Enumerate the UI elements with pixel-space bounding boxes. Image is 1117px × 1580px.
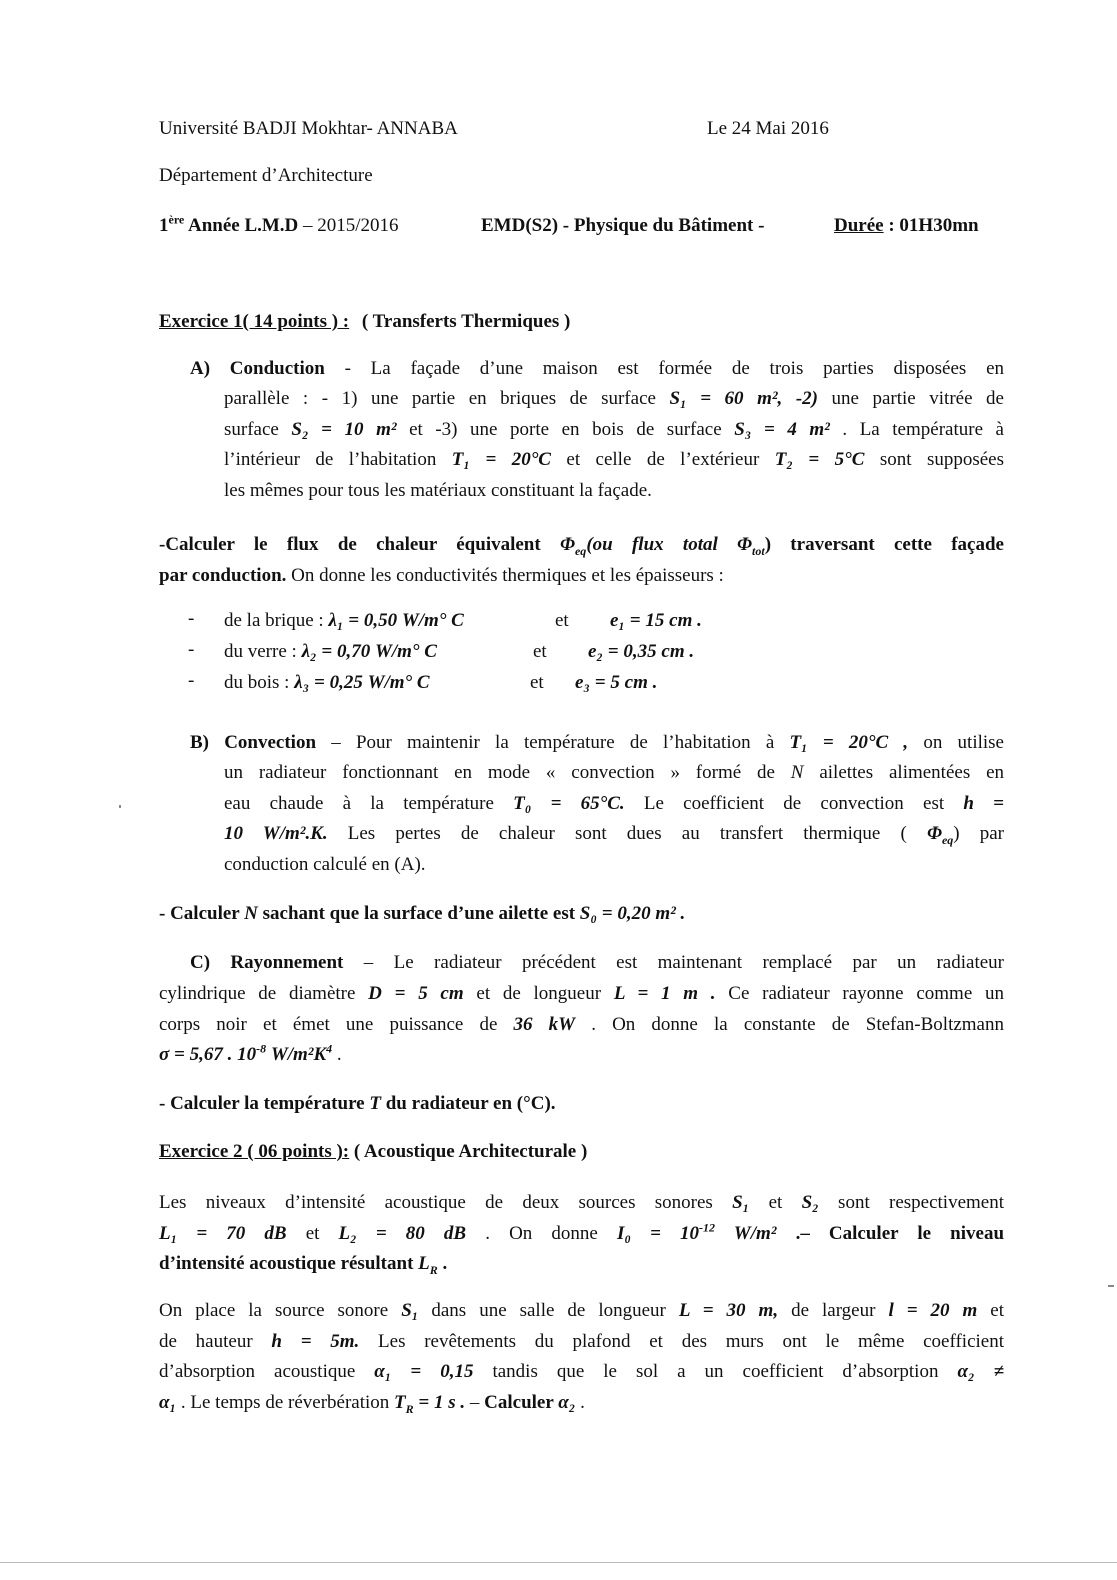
ex2-paragraph-1 <box>159 1188 1004 1280</box>
p1-l2b: et <box>286 1222 339 1244</box>
p2-l3d: α₂ ≠ <box>957 1361 1005 1382</box>
ex1-subtitle: ( Transferts Thermiques ) <box>361 311 571 332</box>
b-l2b: N <box>790 762 804 783</box>
c-l4a: σ = 5,67 . 10 <box>159 1044 257 1065</box>
q1-d: ) traversant cette façade <box>764 534 1004 555</box>
b-l4c: Φ <box>926 823 942 844</box>
mat0-e: e₁ = 15 cm . <box>610 610 702 631</box>
material-glass <box>224 637 437 667</box>
p2-l1c: dans une salle de longueur <box>418 1300 679 1321</box>
p2-l1f: l = 20 m <box>888 1300 978 1321</box>
mat0-et: et <box>555 610 569 631</box>
c-l4-sup2: 4 <box>326 1041 333 1056</box>
a-l4b: T₁ = 20°C <box>451 449 551 470</box>
a-l4a: l’intérieur de l’habitation <box>224 449 452 470</box>
section-b-label: B) Convection <box>190 732 317 753</box>
c-l1: – Le radiateur précédent est maintenant remplacé par un radiateur <box>343 952 1004 973</box>
p1-l3-sub: R <box>429 1262 438 1277</box>
c-l2b: D = 5 cm <box>368 983 464 1004</box>
p2-l4d: = 1 s . <box>413 1391 466 1413</box>
q1-c-sub: tot <box>752 543 765 558</box>
p2-l1b: S₁ <box>401 1300 419 1321</box>
question-1 <box>159 530 1004 591</box>
b-l3b: T₀ = 65°C. <box>513 792 625 814</box>
b-l1b: T₁ = 20°C , <box>789 732 909 753</box>
section-a-label: A) Conduction <box>190 358 325 379</box>
section-c-body <box>159 979 1004 1071</box>
section-a-body <box>224 384 1004 506</box>
b-l4a: 10 W/m².K. <box>224 823 328 844</box>
mat2-label: du bois : <box>224 672 295 693</box>
c-l2d: L = 1 m . <box>613 983 716 1004</box>
mat1-lambda: λ₂ = 0,70 W/m° C <box>301 641 437 662</box>
p1-l1c: et <box>749 1192 802 1213</box>
ex2-title: Exercice 2 ( 06 points ): <box>159 1141 350 1162</box>
q2-a: - Calculer <box>159 903 245 924</box>
section-c-rayonnement <box>190 948 1004 979</box>
material-wood <box>224 668 430 698</box>
a-l3e: . La température à <box>829 418 1004 440</box>
q3-a: - Calculer la température <box>159 1093 370 1114</box>
c-l4b: W/m²K <box>266 1044 327 1065</box>
section-b-convection <box>190 728 1004 759</box>
b-l1a: – Pour maintenir la température de l’habitation à <box>316 732 790 753</box>
q1-a: -Calculer le flux de chaleur équivalent <box>159 534 560 555</box>
a-l3a: surface <box>224 418 292 440</box>
p1-l3b: L <box>418 1253 430 1274</box>
question-3 <box>159 1089 556 1119</box>
p2-l3b: α₁ = 0,15 <box>374 1361 474 1382</box>
p1-l2a: L₁ = 70 dB <box>159 1222 287 1244</box>
p2-l4b: . Le temps de réverbération <box>176 1391 395 1413</box>
a-l2a: parallèle : - 1) une partie en briques de surface <box>224 388 670 409</box>
p2-l4e: – <box>465 1391 485 1413</box>
b-l1c: on utilise <box>908 732 1004 753</box>
p2-l1d: L = 30 m, <box>678 1300 779 1321</box>
scan-edge-line <box>0 1562 1117 1563</box>
p2-l2c: Les revêtements du plafond et des murs ont le même coefficient <box>359 1330 1004 1352</box>
ex2-subtitle: ( Acoustique Architecturale ) <box>349 1141 588 1162</box>
ex2-paragraph-2 <box>159 1296 1004 1418</box>
c-l3b: 36 kW <box>513 1013 576 1035</box>
q1-b: Φ <box>559 534 575 555</box>
p1-l1d: S₂ <box>801 1192 819 1213</box>
q2-d: S₀ = 0,20 m² . <box>579 903 686 924</box>
b-l3c: Le coefficient de convection est <box>624 792 964 814</box>
year-sup: ère <box>168 212 185 227</box>
material-brick <box>224 606 464 636</box>
bullet-dash: - <box>188 608 195 629</box>
c-l4c: . <box>332 1044 342 1065</box>
p1-l3a: d’intensité acoustique résultant <box>159 1253 419 1274</box>
year-num: 1 <box>159 215 169 236</box>
q1-e: par conduction. <box>159 564 287 586</box>
p1-l1e: sont respectivement <box>818 1192 1004 1213</box>
mat2-e: e₃ = 5 cm . <box>575 672 658 693</box>
p1-l2c: L₂ = 80 dB <box>338 1222 467 1244</box>
p2-l4a: α₁ <box>159 1391 177 1413</box>
c-l2a: cylindrique de diamètre <box>159 983 369 1004</box>
section-c-label: C) Rayonnement <box>190 952 344 973</box>
a-l4d: T₂ = 5°C <box>774 449 865 470</box>
ex2-heading <box>159 1137 587 1167</box>
a-l3c: et -3) une porte en bois de surface <box>396 418 735 440</box>
p2-l4f: Calculer <box>484 1391 559 1413</box>
a-l3d: S₃ = 4 m² <box>734 418 830 440</box>
p1-l2f: W/m² <box>715 1222 777 1244</box>
exam-title: EMD(S2) - Physique du Bâtiment - <box>481 215 765 236</box>
bullet-dash: - <box>188 670 195 691</box>
mat1-label: du verre : <box>224 641 302 662</box>
a-l5: les mêmes pour tous les matériaux constituant la façade. <box>224 479 652 501</box>
p2-l3c: tandis que le sol a un coefficient d’absorption <box>473 1361 958 1382</box>
scan-speck <box>1108 1285 1114 1287</box>
a-l2b: S₁ = 60 m², -2) <box>669 388 818 409</box>
section-a-conduction <box>190 354 1004 385</box>
b-l3d: h = <box>963 792 1004 814</box>
b-l5: conduction calculé en (A). <box>224 853 426 875</box>
mat1-et: et <box>533 641 547 662</box>
q3-c: du radiateur en (°C). <box>380 1093 556 1114</box>
question-2 <box>159 899 685 929</box>
b-l4d: ) par <box>953 823 1004 844</box>
p2-l4-sub: R <box>405 1401 414 1416</box>
section-b-body <box>224 758 1004 880</box>
university-name: Université BADJI Mokhtar- ANNABA <box>159 118 458 139</box>
a-l3b: S₂ = 10 m² <box>291 418 397 440</box>
p2-l2b: h = 5m. <box>271 1330 360 1352</box>
q1-f: On donne les conductivités thermiques et les épaisseurs : <box>286 564 724 586</box>
exam-date: Le 24 Mai 2016 <box>707 118 829 139</box>
b-l4c-sub: eq <box>941 832 954 847</box>
b-l4b: Les pertes de chaleur sont dues au transfert thermique ( <box>327 823 927 844</box>
mat1-e: e₂ = 0,35 cm . <box>588 641 695 662</box>
p2-l1g: et <box>977 1300 1004 1321</box>
duration-label: Durée <box>834 215 884 236</box>
q2-b: N <box>244 903 258 924</box>
scan-speck <box>119 805 121 808</box>
q1-b-sub: eq <box>574 543 587 558</box>
q1-c: (ou flux total Φ <box>586 534 753 555</box>
mat0-lambda: λ₁ = 0,50 W/m° C <box>328 610 464 631</box>
mat2-et: et <box>530 672 544 693</box>
p1-l1a: Les niveaux d’intensité acoustique de deux sources sonores <box>159 1192 733 1213</box>
ex1-heading <box>159 307 570 337</box>
mat0-label: de la brique : <box>224 610 329 631</box>
p1-l2e: I₀ = 10 <box>616 1222 700 1244</box>
department-name: Département d’Architecture <box>159 165 373 186</box>
b-l2a: un radiateur fonctionnant en mode « convection » formé de <box>224 762 791 783</box>
a-l2c: une partie vitrée de <box>818 388 1004 409</box>
p1-l1b: S₁ <box>732 1192 750 1213</box>
b-l2c: ailettes alimentées en <box>803 762 1005 783</box>
c-l3a: corps noir et émet une puissance de <box>159 1013 514 1035</box>
a-l4e: sont supposées <box>864 449 1005 470</box>
a-l4c: et celle de l’extérieur <box>550 449 775 470</box>
p1-l2d: . On donne <box>466 1222 617 1244</box>
p2-l3a: d’absorption acoustique <box>159 1361 375 1382</box>
p2-l1a: On place la source sonore <box>159 1300 402 1321</box>
p2-l1e: de largeur <box>778 1300 889 1321</box>
year-rest: Année L.M.D <box>184 215 299 236</box>
q2-c: sachant que la surface d’une ailette est <box>257 903 580 924</box>
ex1-title: Exercice 1( 14 points ) : <box>159 311 350 332</box>
p1-l3c: . <box>437 1253 448 1274</box>
c-l3c: . On donne la constante de Stefan-Boltzmann <box>575 1013 1004 1035</box>
c-l2c: et de longueur <box>463 983 614 1004</box>
p1-l2-sup: -12 <box>699 1220 716 1235</box>
mat2-lambda: λ₃ = 0,25 W/m° C <box>294 672 430 693</box>
p2-l4c: T <box>394 1391 406 1413</box>
c-l2e: Ce radiateur rayonne comme un <box>715 983 1004 1004</box>
p2-l4g: α₂ <box>558 1391 576 1413</box>
p2-l2a: de hauteur <box>159 1330 272 1352</box>
duration <box>834 211 979 241</box>
p1-l2g: .– Calculer le niveau <box>776 1222 1005 1244</box>
bullet-dash: - <box>188 639 195 660</box>
b-l3a: eau chaude à la température <box>224 792 514 814</box>
section-a-line1: - La façade d’une maison est formée de trois parties disposées en <box>324 358 1005 379</box>
q3-b: T <box>369 1093 381 1114</box>
course-line <box>159 211 399 241</box>
c-l4-sup: -8 <box>256 1041 267 1056</box>
p2-l4h: . <box>575 1391 585 1413</box>
year-period: – 2015/2016 <box>298 215 399 236</box>
duration-value: : 01H30mn <box>883 215 979 236</box>
